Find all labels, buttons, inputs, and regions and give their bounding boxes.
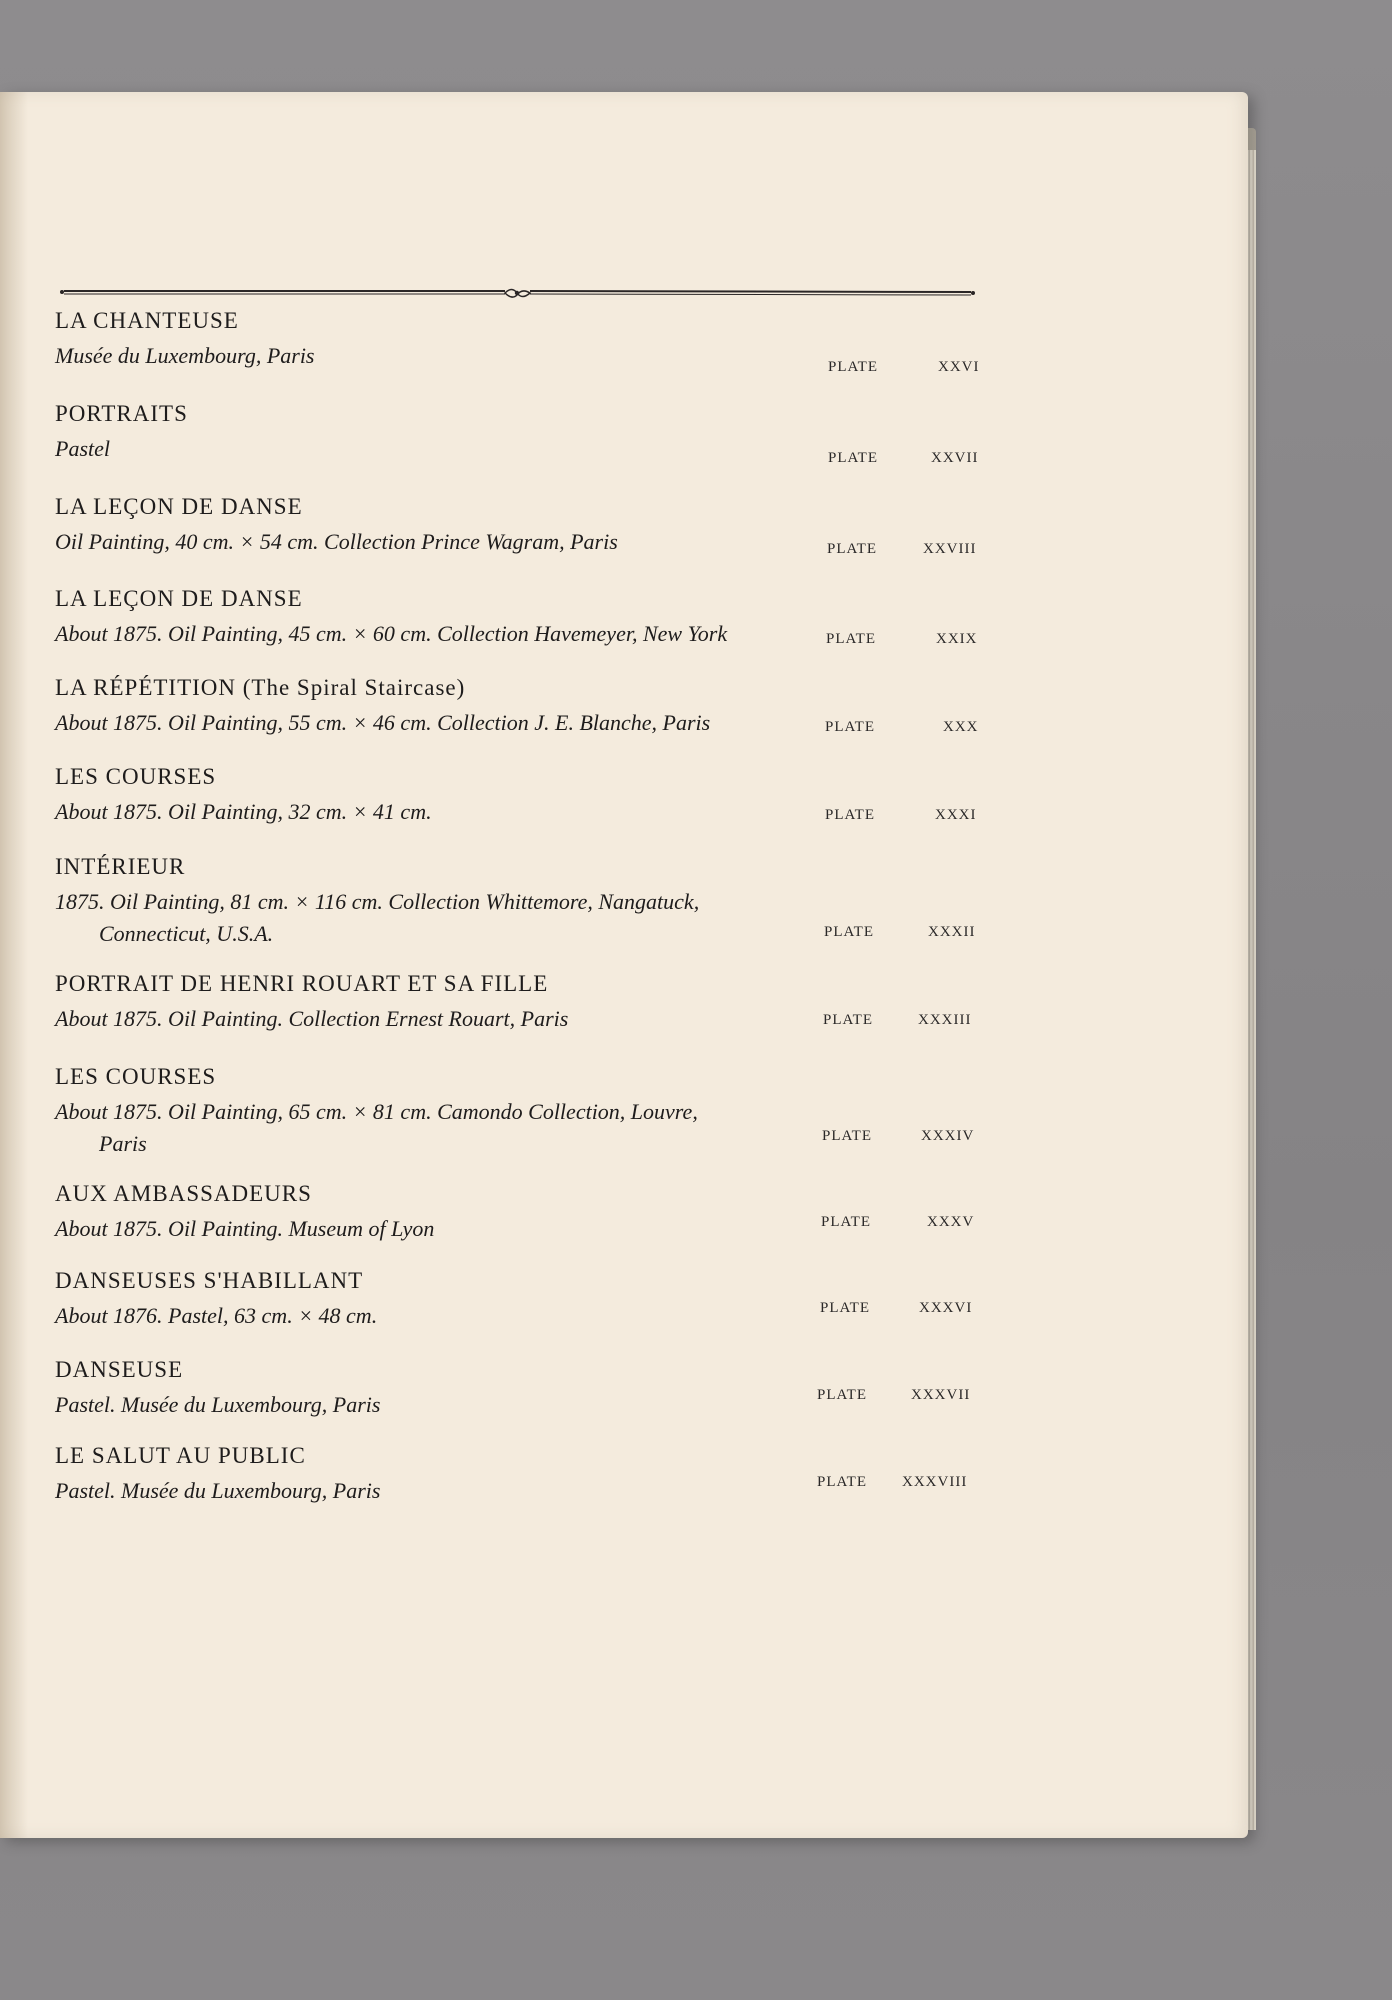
list-item: [55, 1062, 985, 1160]
artwork-details: Pastel: [55, 436, 110, 461]
artwork-title: AUX AMBASSADEURS: [55, 1181, 312, 1206]
artwork-details: Pastel. Musée du Luxembourg, Paris: [55, 1392, 381, 1417]
plate-number: XXXV: [927, 1214, 975, 1230]
artwork-details: About 1875. Oil Painting, 65 cm. × 81 cm. Camondo Collection, Louvre,: [55, 1099, 698, 1124]
plate-label: PLATE: [820, 1300, 870, 1316]
artwork-title: LES COURSES: [55, 1064, 217, 1089]
artwork-title: LA LEÇON DE DANSE: [55, 494, 303, 519]
artwork-details: About 1875. Oil Painting, 32 cm. × 41 cm.: [55, 799, 432, 824]
artwork-title: LES COURSES: [55, 764, 217, 789]
plate-label: PLATE: [817, 1387, 867, 1403]
artwork-details: About 1875. Oil Painting. Museum of Lyon: [55, 1216, 435, 1241]
artwork-details: Musée du Luxembourg, Paris: [55, 343, 315, 368]
plate-label: PLATE: [822, 1128, 872, 1144]
artwork-details: About 1875. Oil Painting. Collection Ernest Rouart, Paris: [55, 1006, 569, 1031]
plate-label: PLATE: [824, 924, 874, 940]
plate-number: XXVI: [938, 359, 980, 375]
plate-number: XXXVI: [919, 1300, 973, 1316]
artwork-details-continued: Connecticut, U.S.A.: [99, 921, 274, 946]
artwork-title: DANSEUSES S'HABILLANT: [55, 1268, 364, 1293]
plate-label: PLATE: [828, 359, 878, 375]
artwork-details-continued: Paris: [99, 1131, 147, 1156]
artwork-details: About 1876. Pastel, 63 cm. × 48 cm.: [55, 1303, 378, 1328]
plate-label: PLATE: [826, 631, 876, 647]
plate-label: PLATE: [827, 541, 877, 557]
artwork-title: PORTRAIT DE HENRI ROUART ET SA FILLE: [55, 971, 549, 996]
artwork-title: PORTRAITS: [55, 401, 188, 426]
artwork-title: LA CHANTEUSE: [55, 308, 239, 333]
plate-label: PLATE: [825, 807, 875, 823]
plate-number: XXXVII: [911, 1387, 971, 1403]
plate-number: XXXI: [935, 807, 977, 823]
plate-number: XXXIV: [921, 1128, 975, 1144]
artwork-title: DANSEUSE: [55, 1357, 184, 1382]
plate-number: XXVII: [931, 450, 979, 466]
artwork-details: Pastel. Musée du Luxembourg, Paris: [55, 1478, 381, 1503]
plate-number: XXIX: [936, 631, 978, 647]
plate-label: PLATE: [821, 1214, 871, 1230]
plate-number: XXXII: [928, 924, 976, 940]
artwork-details: About 1875. Oil Painting, 55 cm. × 46 cm. Collection J. E. Blanche, Paris: [55, 710, 711, 735]
plate-number: XXVIII: [923, 541, 977, 557]
artwork-details: Oil Painting, 40 cm. × 54 cm. Collection Prince Wagram, Paris: [55, 529, 618, 554]
artwork-details: 1875. Oil Painting, 81 cm. × 116 cm. Collection Whittemore, Nangatuck,: [55, 889, 700, 914]
gutter-shadow: [0, 92, 28, 1838]
plate-label: PLATE: [828, 450, 878, 466]
plate-label: PLATE: [817, 1474, 867, 1490]
plate-number: XXXIII: [918, 1012, 972, 1028]
artwork-title: LA RÉPÉTITION (The Spiral Staircase): [55, 675, 466, 700]
plate-label: PLATE: [825, 719, 875, 735]
plate-number: XXXVIII: [902, 1474, 968, 1490]
list-item: [55, 1179, 985, 1245]
artwork-title: LA LEÇON DE DANSE: [55, 586, 303, 611]
list-item: [55, 1266, 985, 1332]
plate-number: XXX: [943, 719, 979, 735]
artwork-details: About 1875. Oil Painting, 45 cm. × 60 cm. Collection Havemeyer, New York: [55, 621, 728, 646]
artwork-title: LE SALUT AU PUBLIC: [55, 1443, 306, 1468]
plate-label: PLATE: [823, 1012, 873, 1028]
artwork-title: INTÉRIEUR: [55, 854, 186, 879]
ornamental-rule: [60, 286, 975, 300]
